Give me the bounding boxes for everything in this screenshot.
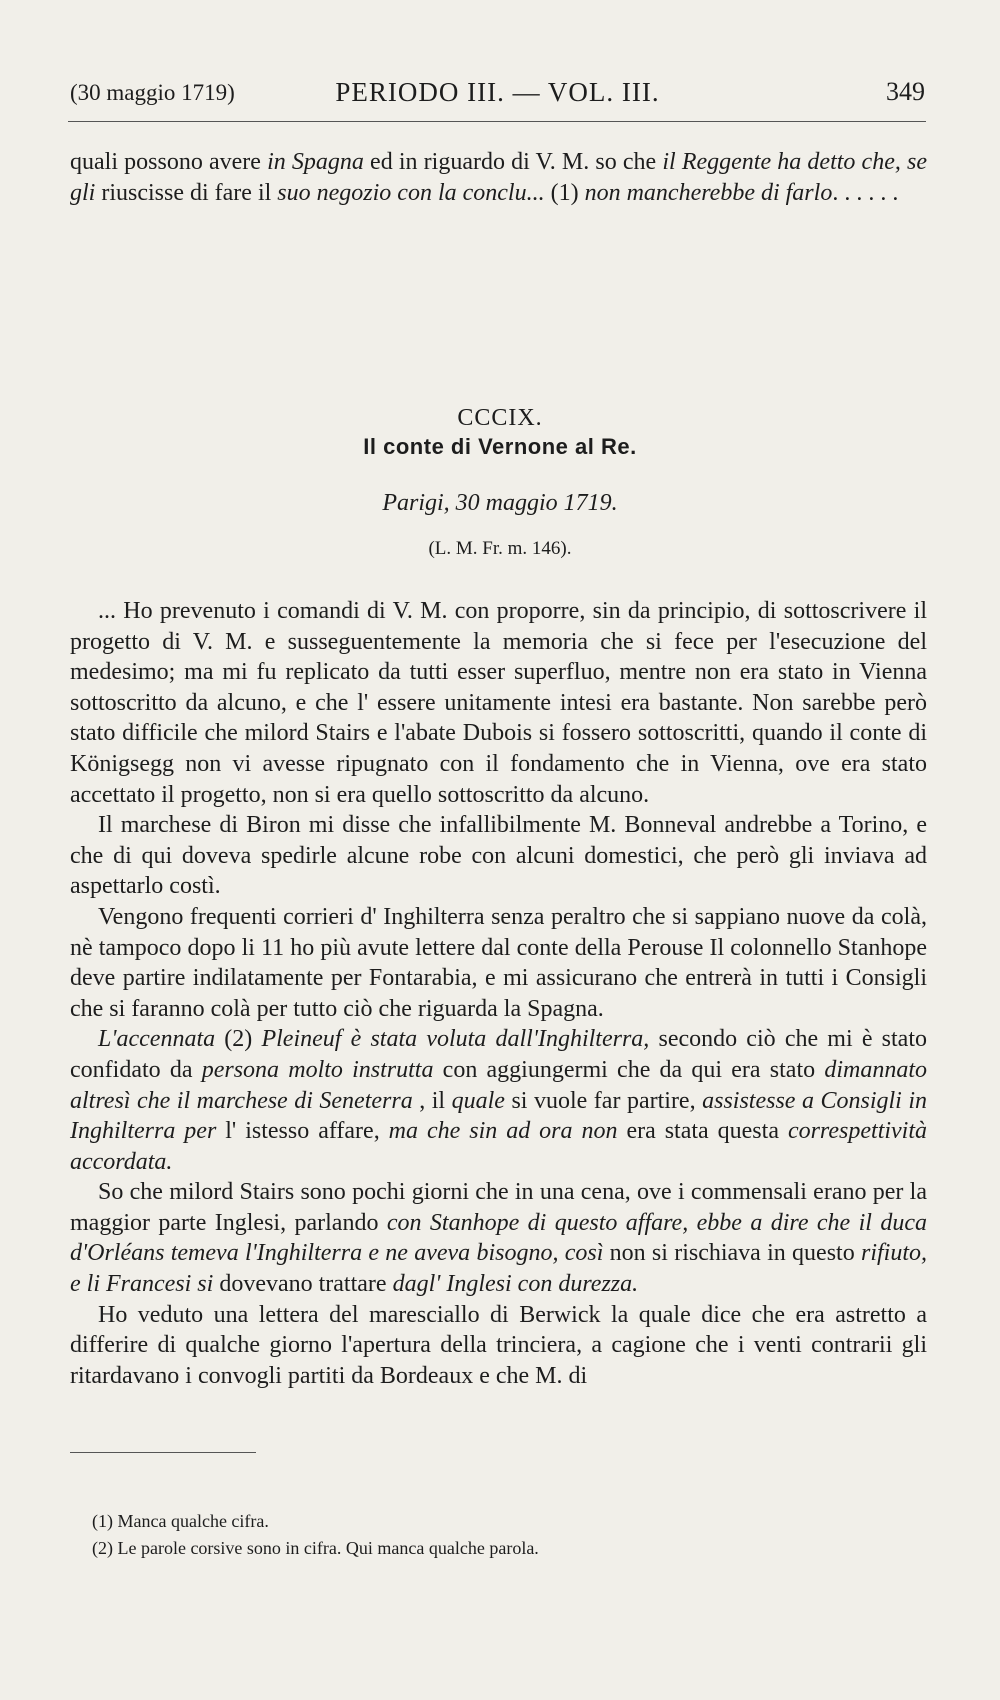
- header-rule: [68, 121, 926, 122]
- body-paragraph-1: ... Ho prevenuto i comandi di V. M. con proporre, sin da principio, di sottoscrivere il progetto di V. M. e susseguentemente la memoria che si fece per l'esecuzione del medesimo; ma mi fu replicato da tutti esser superfluo, mentre non era stato in Vienna sottoscritto da alcuno, e che l' essere unitamente intesi era bastante. Non sarebbe però stato difficile che milord Stairs e l'abate Dubois si fossero sottoscritti, quando il conte di Königsegg non vi avesse ripugnato con il fondamento che in Vienna, ove era stato accettato il progetto, non si era quello sottoscritto da alcuno.: [70, 598, 927, 808]
- intro-text-block: [70, 147, 927, 208]
- letter-dateline: Parigi, 30 maggio 1719.: [382, 490, 618, 516]
- running-header: [70, 77, 925, 110]
- footnote-2: (2) Le parole corsive sono in cifra. Qui manca qualche parola.: [92, 1538, 539, 1558]
- body-paragraph-6: Ho veduto una lettera del maresciallo di Berwick la quale dice che era astretto a differire di qualche giorno l'apertura della trinciera, a cagione che i venti contrarii gli ritardavano i convogli partiti da Bordeaux e che M. di: [70, 1301, 927, 1389]
- footnotes: [92, 1508, 539, 1562]
- body-paragraph-2: Il marchese di Biron mi disse che infallibilmente M. Bonneval andrebbe a Torino, e che di qui doveva spedirle alcune robe con alcuni domestici, che però gli inviava ad aspettarlo costì.: [70, 812, 927, 900]
- intro-paragraph: quali possono avere in Spagna ed in riguardo di V. M. so che il Reggente ha detto che, se gli riuscisse di fare il suo negozio con la conclu... (1) non mancherebbe di farlo. . . . . .: [70, 149, 928, 206]
- footnote-rule: [70, 1452, 256, 1453]
- section-number: CCCIX.: [457, 405, 543, 431]
- page-number: 349: [886, 77, 925, 106]
- body-paragraph-3: Vengono frequenti corrieri d' Inghilterra senza peraltro che si sappiano nuove da colà, nè tampoco dopo li 11 ho più avute lettere dal conte della Perouse Il colonnello Stanhope deve partire indilatamente per Fontarabia, e mi assicurano che entrerà in tutti i Consigli che si faranno colà per tutto ciò che riguarda la Spagna.: [70, 903, 927, 1022]
- body-paragraph-5: So che milord Stairs sono pochi giorni che in una cena, ove i commensali erano per la maggior parte Inglesi, parlando con Stanhope di questo affare, ebbe a dire che il duca d'Orléans temeva l'Inghilterra e ne aveva bisogno, così non si rischiava in questo rifiuto, e li Francesi si dovevano trattare dagl' Inglesi con durezza.: [70, 1179, 928, 1298]
- archive-source: (L. M. Fr. m. 146).: [428, 538, 572, 559]
- header-title: PERIODO III. — VOL. III.: [335, 77, 660, 107]
- body-paragraph-4: L'accennata (2) Pleineuf è stata voluta dall'Inghilterra, secondo ciò che mi è stato confidato da persona molto instrutta con aggiungermi che da qui era stato dimannato altresì che il marchese di Seneterra , il quale si vuole far partire, assistesse a Consigli in Inghilterra per l' istesso affare, ma che sin ad ora non era stata questa correspettività accordata.: [70, 1026, 928, 1175]
- header-date-range: (30 maggio 1719): [70, 80, 235, 105]
- section-title: Il conte di Vernone al Re.: [363, 434, 637, 459]
- footnote-1: (1) Manca qualche cifra.: [92, 1511, 269, 1531]
- letter-body: [70, 596, 927, 1391]
